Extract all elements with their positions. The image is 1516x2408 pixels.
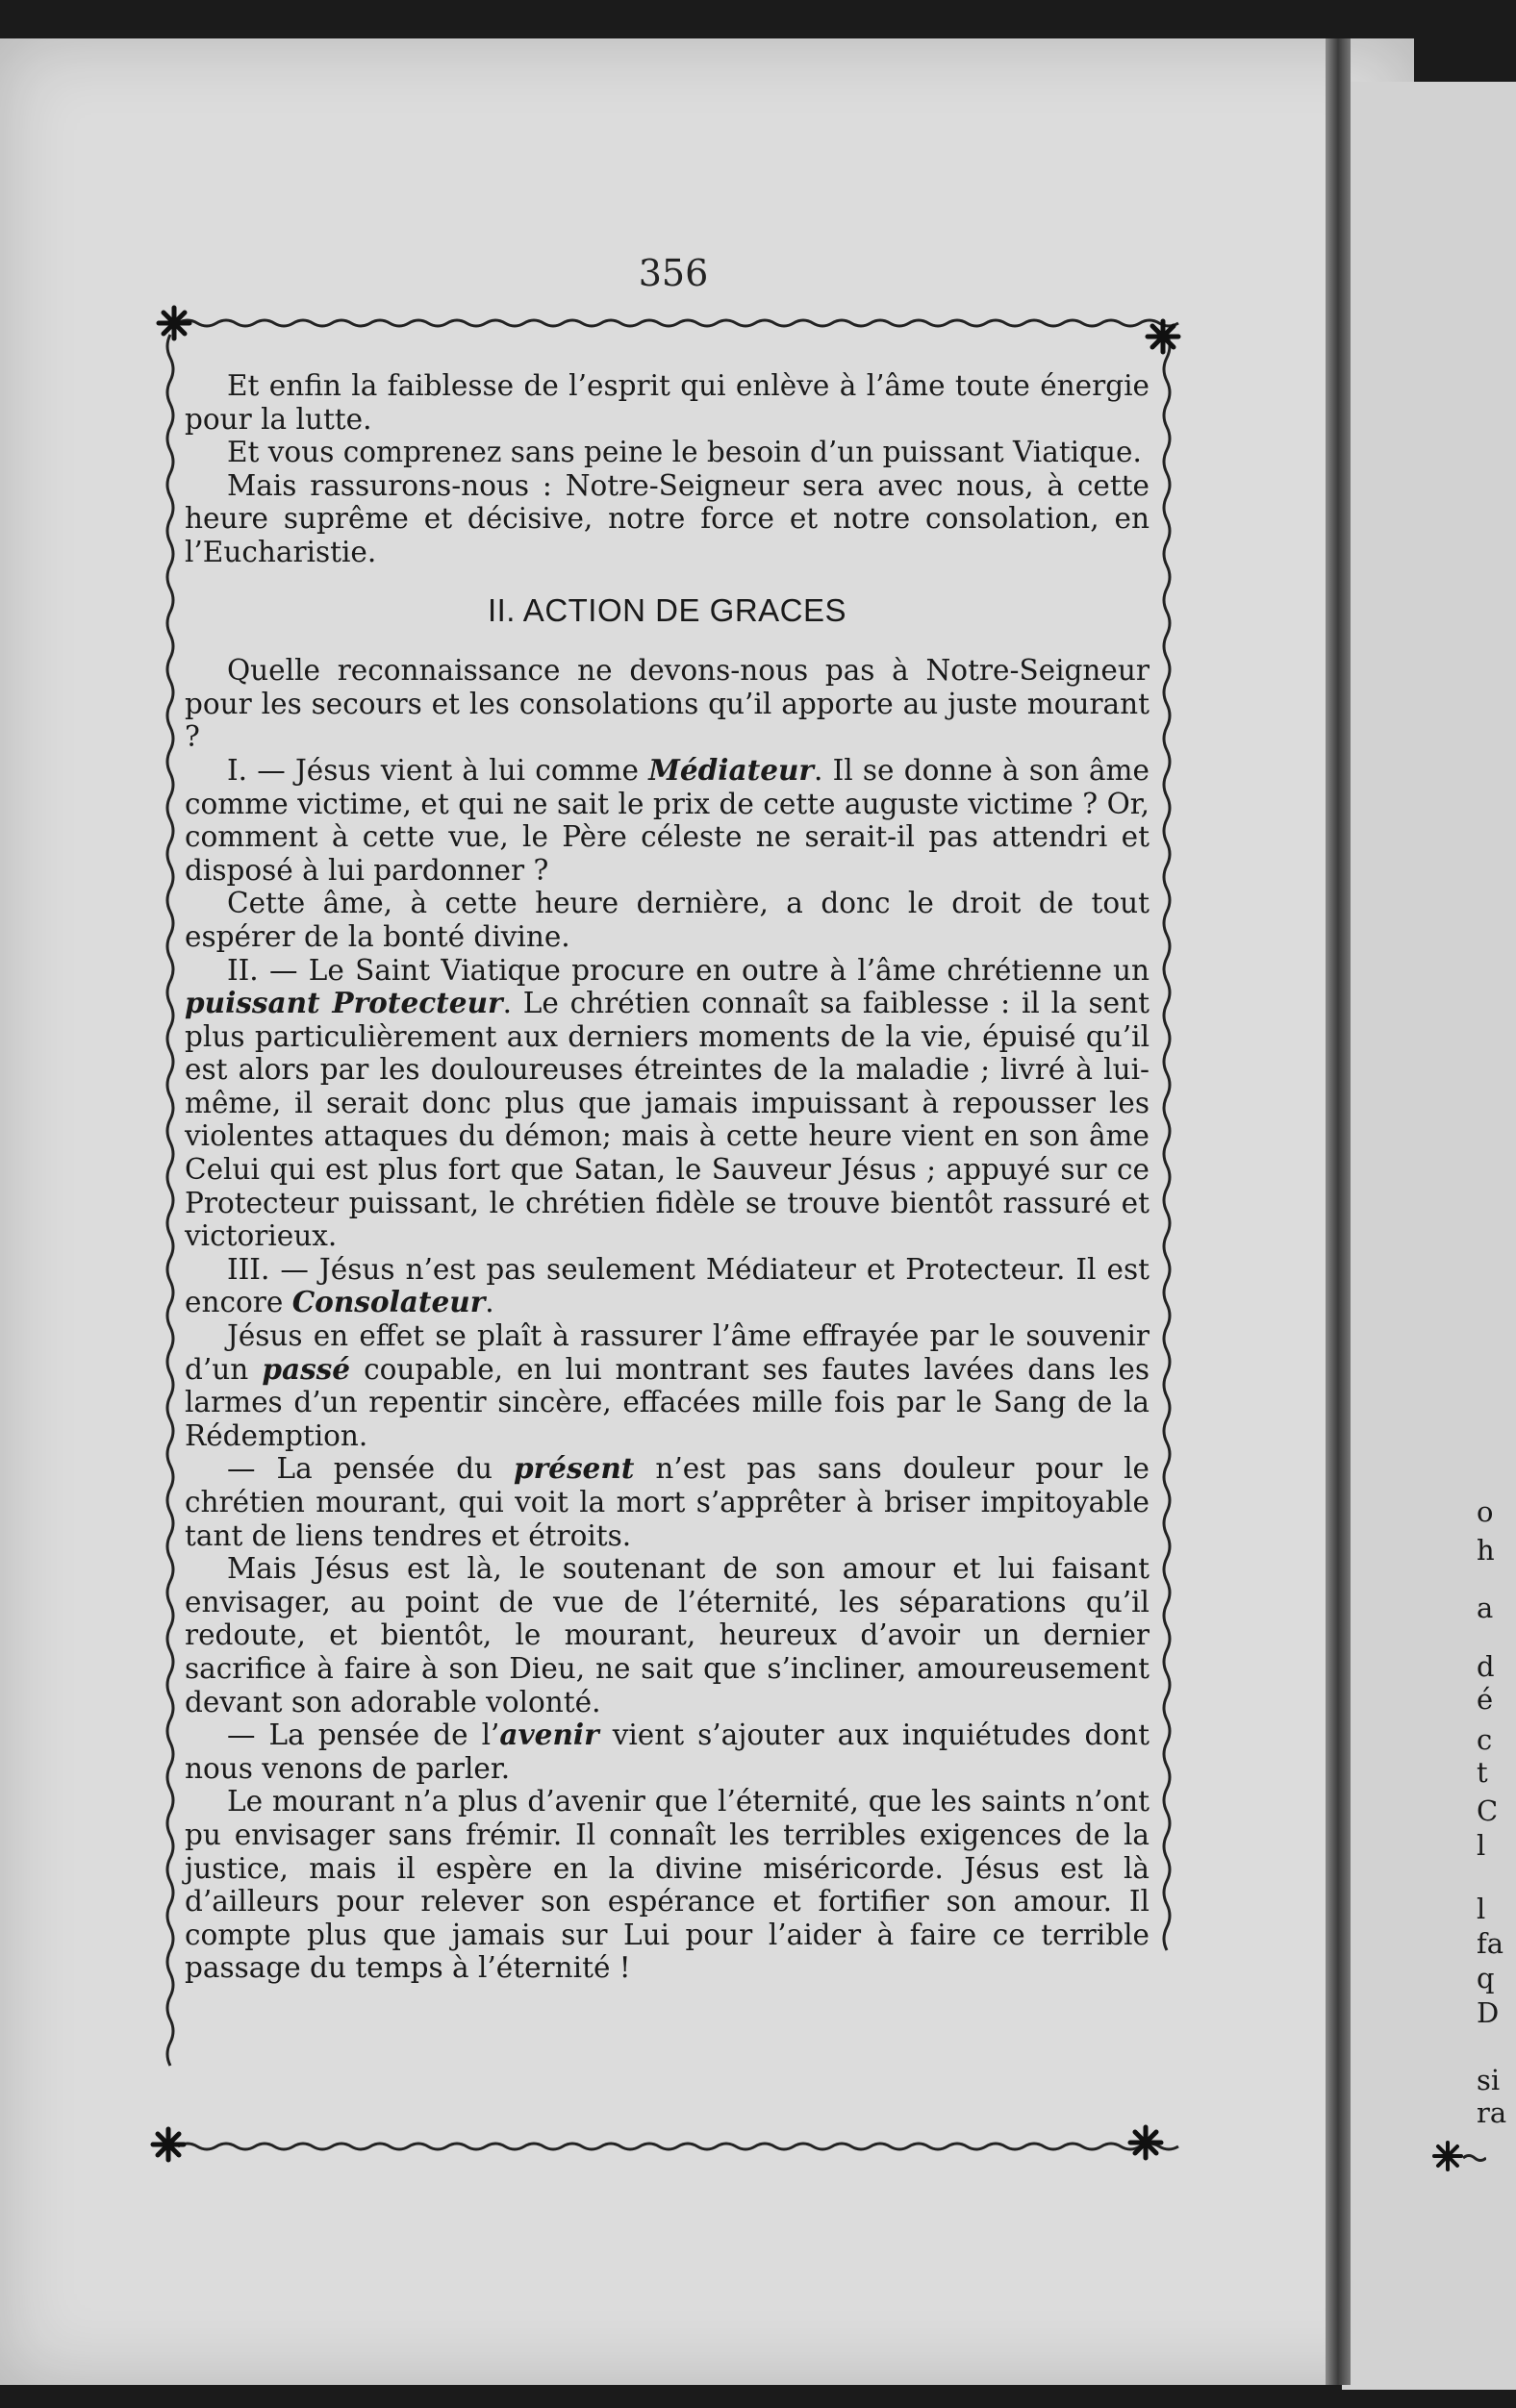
- page-number: 356: [638, 252, 709, 294]
- paragraph: Mais rassurons-nous : Notre-Seigneur sera avec nous, à cette heure suprême et décisive, notre force et notre consolation, en l’Eucharistie.: [185, 468, 1150, 568]
- paragraph: Et enfin la faiblesse de l’esprit qui enlève à l’âme toute énergie pour la lutte.: [185, 369, 1150, 436]
- next-page-fragment: c: [1477, 1723, 1493, 1756]
- next-page-fragment: a: [1477, 1592, 1494, 1624]
- next-page-fragment: ra: [1477, 2096, 1507, 2129]
- book-gutter: [1326, 38, 1351, 2385]
- next-page-fragment: l: [1477, 1829, 1486, 1862]
- paragraph: II. — Le Saint Viatique procure en outre à l’âme chrétienne un puissant Protecteur. Le chrétien connaît sa faiblesse : il la sent plus particulièrement aux derniers moments de la vie, épuisé qu’il est alors par les douloureuses étreintes de la maladie ; livré à lui-même, il serait donc plus que jamais impuissant à repousser les violentes attaques du démon; mais à cette heure vient en son âme Celui qui est plus fort que Satan, le Sauveur Jésus ; appuyé sur ce Protecteur puissant, le chrétien fidèle se trouve bientôt rassuré et victorieux.: [185, 953, 1150, 1253]
- paragraph: Jésus en effet se plaît à rassurer l’âme effrayée par le souvenir d’un passé coupable, en lui montrant ses fautes lavées dans les larmes d’un repentir sincère, effacées mille fois par le Sang de la Rédemption.: [185, 1319, 1150, 1452]
- next-page-edge: [1342, 82, 1516, 2390]
- emphasis: puissant Protecteur: [185, 986, 503, 1020]
- paragraph: I. — Jésus vient à lui comme Médiateur. Il se donne à son âme comme victime, et qui ne sait le prix de cette auguste victime ? Or, comment à cette vue, le Père céleste ne serait-il pas attendri et disposé à lui pardonner ?: [185, 752, 1150, 887]
- next-page-fragment: o: [1477, 1495, 1494, 1528]
- next-page-fragment: D: [1477, 1996, 1500, 2029]
- page-body: [185, 369, 1150, 1985]
- paragraph: III. — Jésus n’est pas seulement Médiateur et Protecteur. Il est encore Consolateur.: [185, 1252, 1150, 1319]
- section-title: II. ACTION DE GRACES: [487, 591, 847, 628]
- next-page-fragment: l: [1477, 1893, 1486, 1925]
- emphasis: Consolateur: [291, 1285, 486, 1319]
- next-page-fragment: t: [1477, 1756, 1488, 1789]
- paragraph: — La pensée du présent n’est pas sans douleur pour le chrétien mourant, qui voit la mort s’apprêter à briser impitoyable tant de liens tendres et étroits.: [185, 1451, 1150, 1552]
- next-page-fragment: fa: [1477, 1927, 1504, 1960]
- next-page-fragment: d: [1477, 1650, 1495, 1683]
- paragraph: — La pensée de l’avenir vient s’ajouter aux inquiétudes dont nous venons de parler.: [185, 1718, 1150, 1785]
- paragraph: Cette âme, à cette heure dernière, a donc le droit de tout espérer de la bonté divine.: [185, 887, 1150, 953]
- paragraph: Mais Jésus est là, le soutenant de son amour et lui faisant envisager, au point de vue de l’éternité, les séparations qu’il redoute, et bientôt, le mourant, heureux d’avoir un dernier sacrifice à faire à son Dieu, ne sait que s’incliner, amoureusement devant son adorable volonté.: [185, 1552, 1150, 1718]
- paragraph: Le mourant n’a plus d’avenir que l’éternité, que les saints n’ont pu envisager sans frémir. Il connaît les terribles exigences de la justice, mais il espère en la divine miséricorde. Jésus est là d’ailleurs pour relever son espérance et fortifier son amour. Il compte plus que jamais sur Lui pour l’aider à faire ce terrible passage du temps à l’éternité !: [185, 1785, 1150, 1985]
- next-page-fragment: q: [1477, 1962, 1495, 1994]
- emphasis: présent: [514, 1451, 635, 1486]
- paragraph: Quelle reconnaissance ne devons-nous pas à Notre-Seigneur pour les secours et les consolations qu’il apporte au juste mourant ?: [185, 654, 1150, 754]
- emphasis: Médiateur: [648, 752, 814, 787]
- emphasis: avenir: [499, 1718, 599, 1752]
- next-page-corner-star: [1428, 2137, 1486, 2175]
- next-page-fragment: si: [1477, 2064, 1501, 2096]
- next-page-fragment: é: [1477, 1683, 1494, 1716]
- next-page-fragment: h: [1477, 1534, 1495, 1567]
- next-page-fragment: C: [1477, 1794, 1499, 1827]
- emphasis: passé: [262, 1351, 351, 1386]
- paragraph: Et vous comprenez sans peine le besoin d’un puissant Viatique.: [227, 436, 1142, 469]
